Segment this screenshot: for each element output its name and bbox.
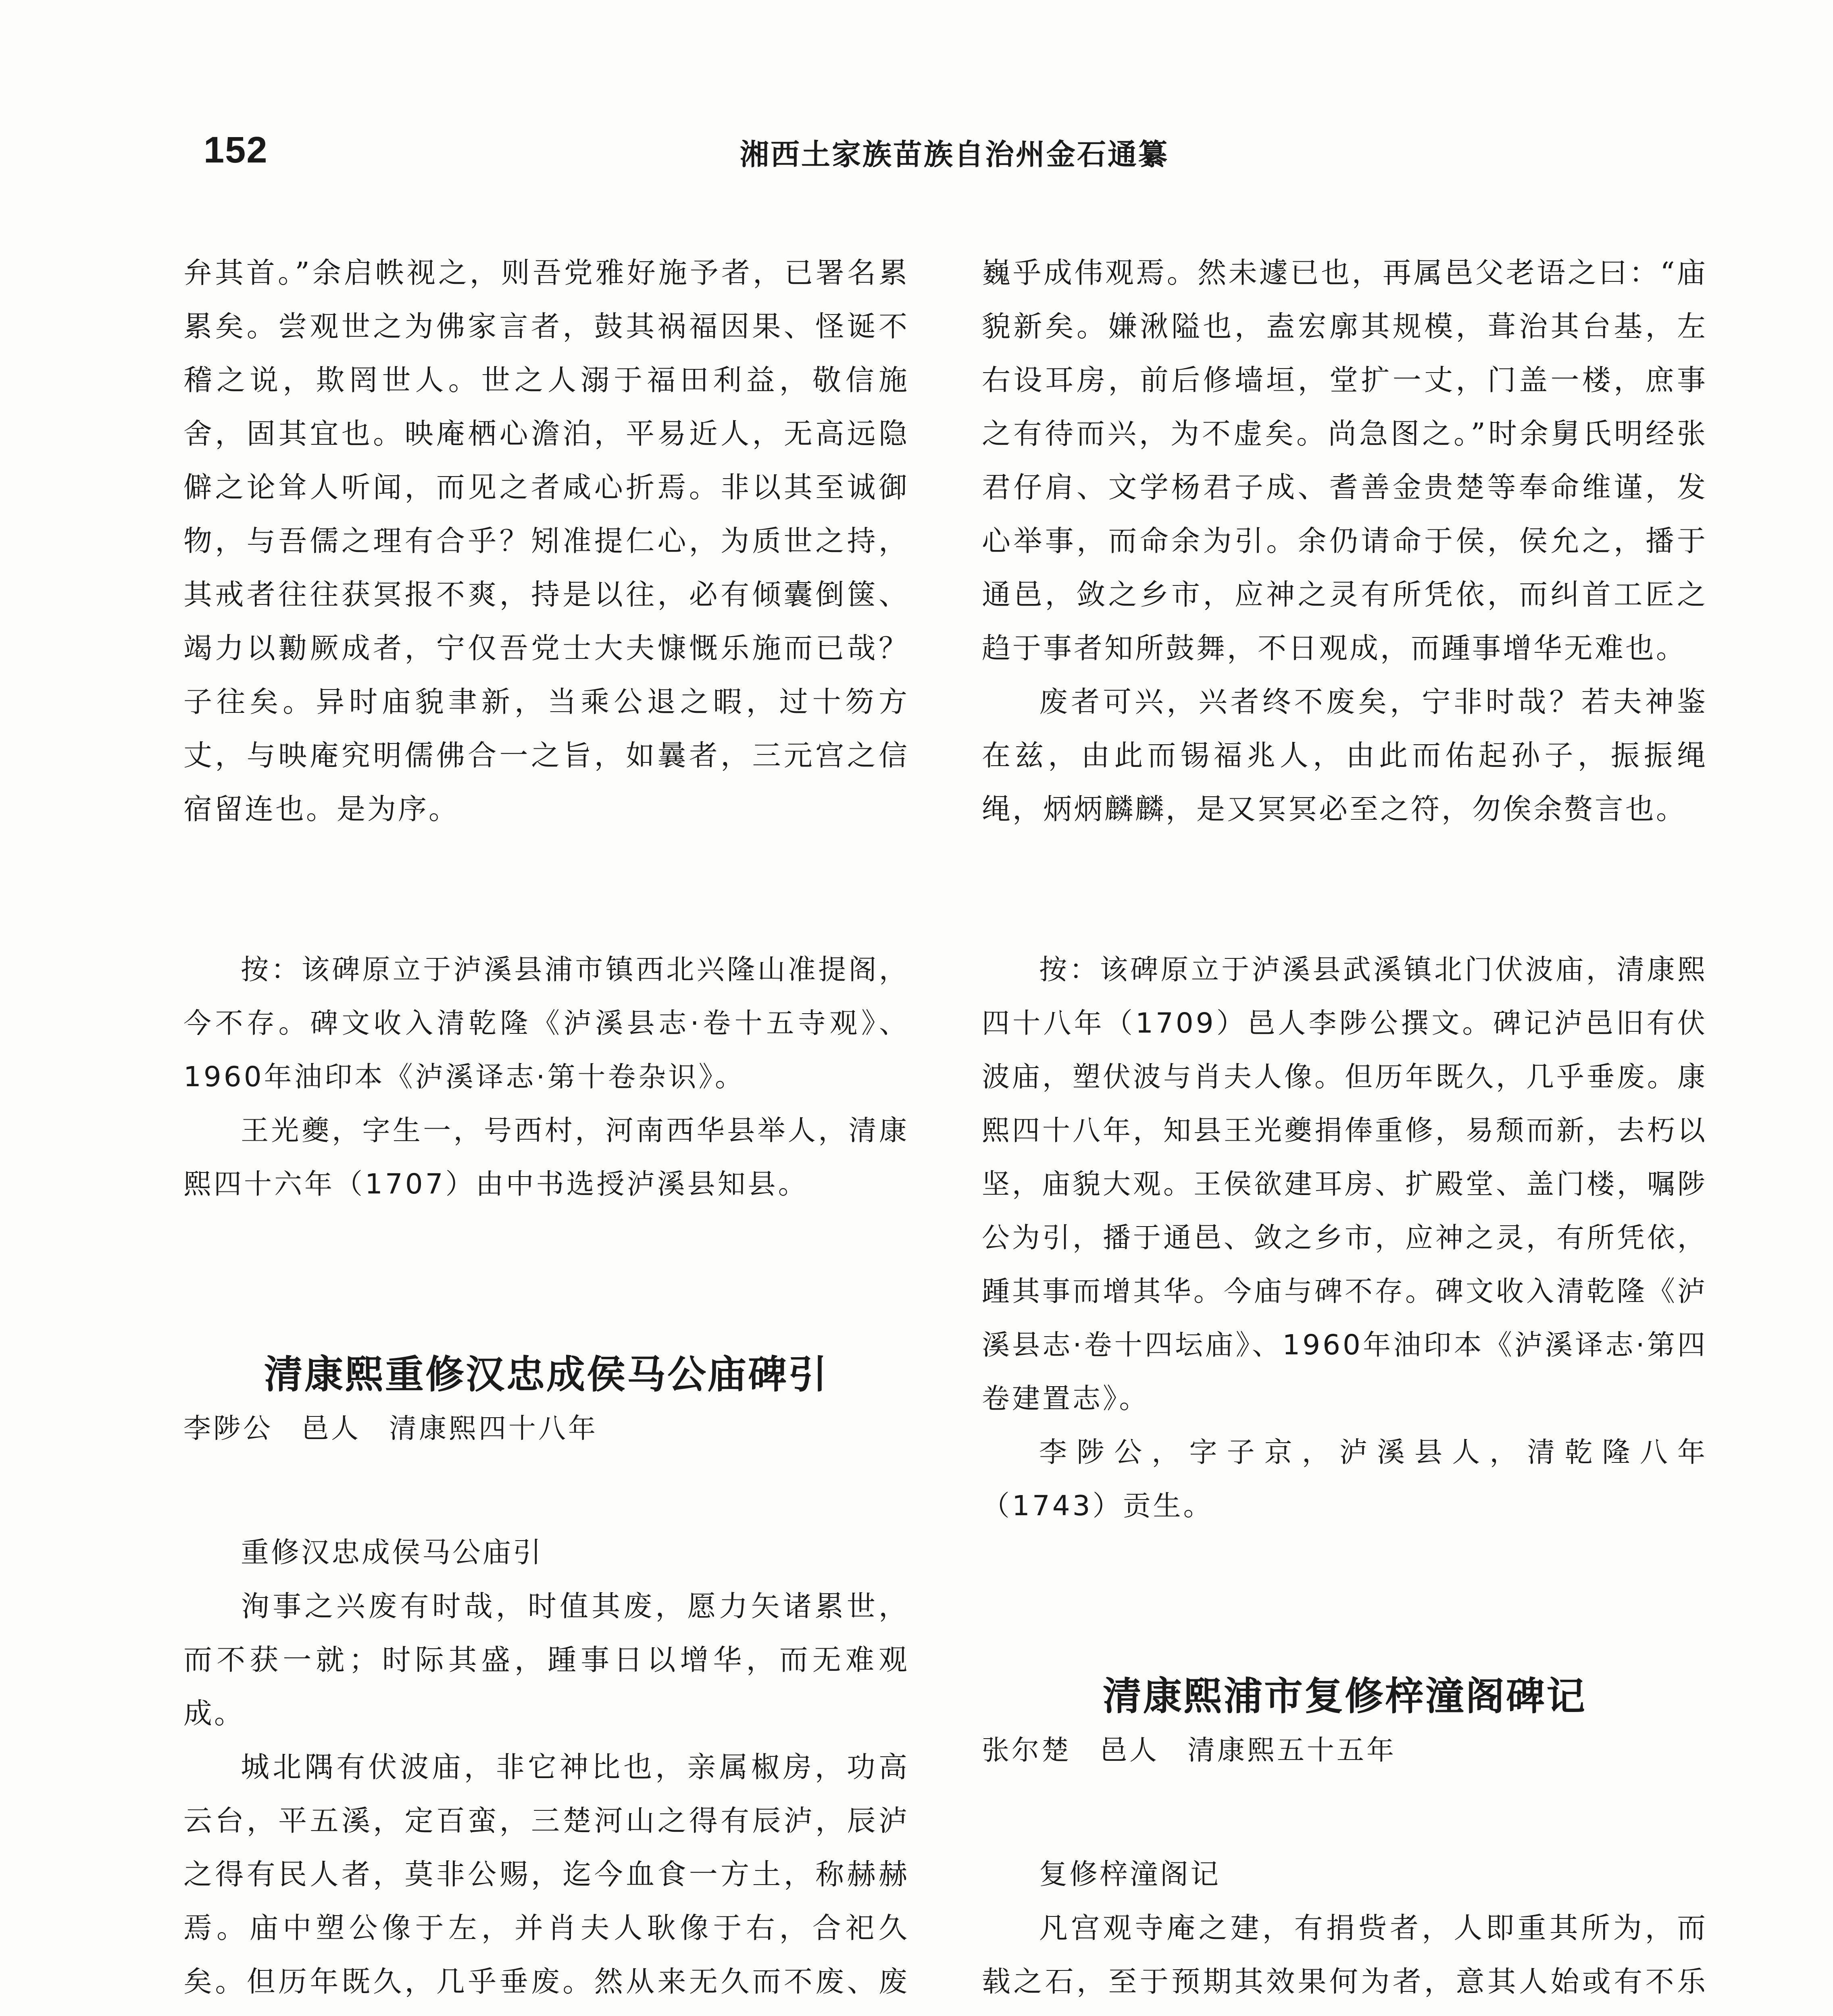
spacer [183, 1211, 909, 1344]
spacer [982, 1775, 1708, 1847]
running-title: 湘西土家族苗族自治州金石通纂 [740, 137, 1169, 171]
left-column [183, 246, 909, 2016]
article-subheading: 复修梓潼阁记 [1039, 1858, 1221, 1891]
preface-continuation: 弁其首。”余启帙视之，则吾党雅好施予者，已署名累累矣。尝观世之为佛家言者，鼓其祸福因果、怪诞不稽之说，欺罔世人。世之人溺于福田利益，敬信施舍，固其宜也。映庵栖心澹泊，平易近人，无高远隐僻之论耸人听闻，而见之者咸心折焉。非以其至诚御物，与吾儒之理有合乎？矧准提仁心，为质世之持，其戒者往往获冥报不爽，持是以往，必有倾囊倒箧、竭力以勷厥成者，宁仅吾党士大夫慷慨乐施而已哉？子往矣。异时庙貌聿新，当乘公退之暇，过十笏方丈，与映庵究明儒佛合一之旨，如曩者，三元宫之信宿留连也。是为序。 [183, 256, 909, 826]
byline-origin: 邑人 [301, 1413, 361, 1445]
byline-origin: 邑人 [1100, 1735, 1160, 1766]
right-column [982, 246, 1708, 2016]
article-byline [183, 1405, 909, 1453]
body-paragraph: 巍乎成伟观焉。然未遽已也，再属邑父老语之曰：“庙貌新矣。嫌湫隘也，盍宏廓其规模，葺治其台基，左右设耳房，前后修墙垣，堂扩一丈，门盖一楼，庶事之有待而兴，为不虚矣。尚急图之。”时余舅氏明经张君仔肩、文学杨君子成、耆善金贵楚等奉命维谨，发心举事，而命余为引。余仍请命于侯，侯允之，播于通邑，敛之乡市，应神之灵有所凭依，而纠首工匠之趋于事者知所鼓舞，不日观成，而踵事增华无难也。 [982, 256, 1708, 665]
editor-note: 按：该碑原立于泸溪县武溪镇北门伏波庙，清康熙四十八年（1709）邑人李陟公撰文。碑记泸邑旧有伏波庙，塑伏波与肖夫人像。但历年既久，几乎垂废。康熙四十八年，知县王光夔捐俸重修，易颓而新，去朽以坚，庙貌大观。王侯欲建耳房、扩殿堂、盖门楼，嘱陟公为引，播于通邑、敛之乡市，应神之灵，有所凭依，踵其事而增其华。今庙与碑不存。碑文收入清乾隆《泸溪县志·卷十四坛庙》、1960年油印本《泸溪译志·第四卷建置志》。 [982, 954, 1708, 1415]
page-number: 152 [204, 129, 268, 171]
byline-era: 清康熙五十五年 [1187, 1735, 1397, 1766]
byline-author: 张尔楚 [982, 1735, 1072, 1766]
spacer [183, 1453, 909, 1526]
spacer [982, 1533, 1708, 1666]
author-note: 王光夔，字生一，号西村，河南西华县举人，清康熙四十六年（1707）由中书选授泸溪县知县。 [183, 1114, 909, 1200]
body-paragraph: 废者可兴，兴者终不废矣，宁非时哉？若夫神鉴在兹，由此而锡福兆人，由此而佑起孙子，振振绳绳，炳炳麟麟，是又冥冥必至之符，勿俟余赘言也。 [982, 685, 1708, 826]
byline-author: 李陟公 [183, 1413, 273, 1445]
article-title: 清康熙重修汉忠成侯马公庙碑引 [264, 1352, 829, 1397]
editor-note: 按：该碑原立于泸溪县浦市镇西北兴隆山准提阁，今不存。碑文收入清乾隆《泸溪县志·卷十五寺观》、1960年油印本《泸溪译志·第十卷杂识》。 [183, 954, 909, 1093]
article-subheading: 重修汉忠成侯马公庙引 [241, 1536, 543, 1569]
body-paragraph: 洵事之兴废有时哉，时值其废，愿力矢诸累世，而不获一就；时际其盛，踵事日以增华，而无难观成。 [183, 1589, 909, 1730]
byline-era: 清康熙四十八年 [389, 1413, 598, 1445]
spacer [183, 836, 909, 943]
article-title: 清康熙浦市复修梓潼阁碑记 [1103, 1674, 1587, 1719]
spacer [982, 836, 1708, 943]
body-paragraph: 凡宫观寺庵之建，有捐赀者，人即重其所为，而载之石，至于预期其效果何为者，意其人始或有不乐 [982, 1911, 1708, 1998]
article-byline [982, 1727, 1708, 1775]
author-note: 李陟公，字子京，泸溪县人，清乾隆八年（1743）贡生。 [982, 1436, 1708, 1522]
body-paragraph: 城北隅有伏波庙，非它神比也，亲属椒房，功高云台，平五溪，定百蛮，三楚河山之得有辰泸，辰泸之得有民人者，莫非公赐，迄今血食一方土，称赫赫焉。庙中塑公像于左，并肖夫人耿像于右，合祀久矣。但历年既久，几乎垂废。然从来无久而不废、废 [183, 1750, 909, 1998]
